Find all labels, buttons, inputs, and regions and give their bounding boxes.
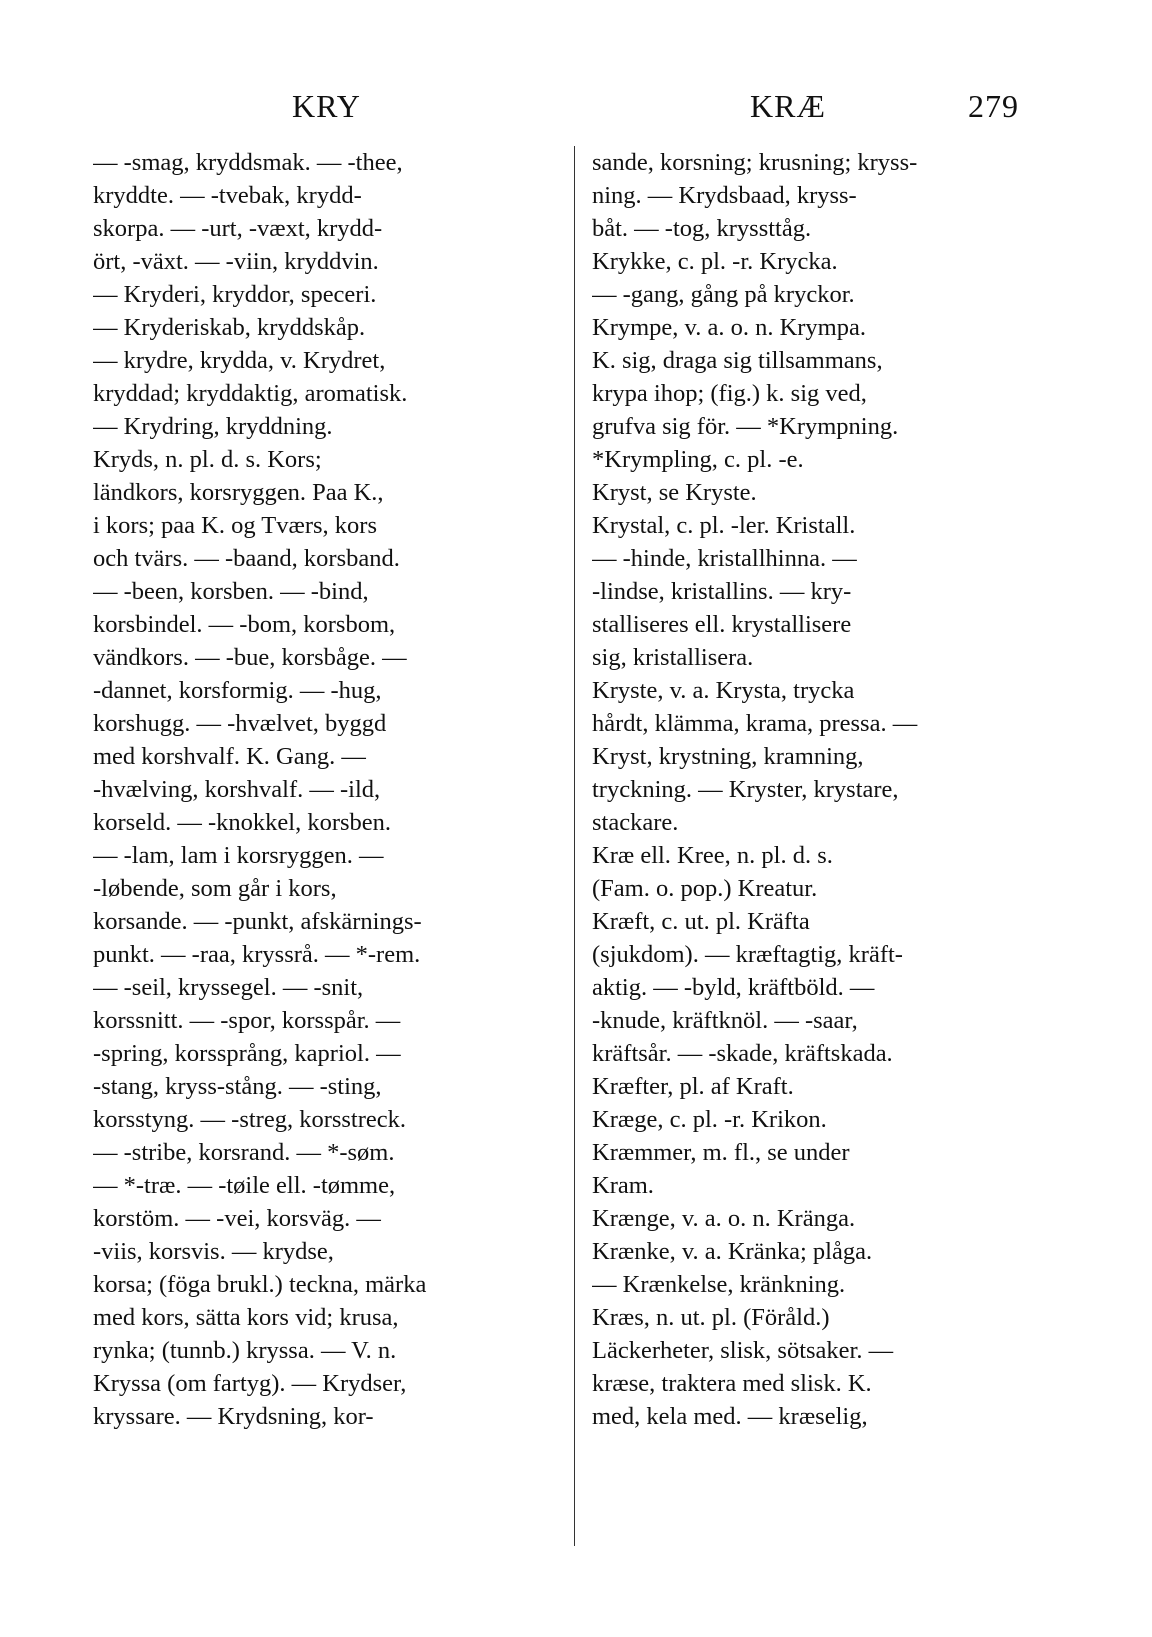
text-line: Krystal, c. pl. -ler. Kristall. <box>592 512 856 539</box>
text-line: korseld. — -knokkel, korsben. <box>93 809 392 836</box>
text-line: -lindse, kristallins. — kry- <box>592 578 852 605</box>
text-line: korsstyng. — -streg, korsstreck. <box>93 1106 407 1133</box>
left-column <box>93 146 563 1433</box>
text-line: (sjukdom). — kræftagtig, kräft- <box>592 941 903 968</box>
text-line: punkt. — -raa, kryssrå. — *-rem. <box>93 941 421 968</box>
text-line: Krympe, v. a. o. n. Krympa. <box>592 314 866 341</box>
text-line: med kors, sätta kors vid; krusa, <box>93 1304 399 1331</box>
text-line: Krænke, v. a. Kränka; plåga. <box>592 1238 873 1265</box>
text-line: — krydre, krydda, v. Krydret, <box>93 347 386 374</box>
header-right-guideword: KRÆ <box>750 88 826 124</box>
text-line: Krænge, v. a. o. n. Kränga. <box>592 1205 856 1232</box>
text-line: hårdt, klämma, krama, pressa. — <box>592 710 918 737</box>
text-line: -stang, kryss-stång. — -sting, <box>93 1073 382 1100</box>
text-line: kräftsår. — -skade, kräftskada. <box>592 1040 893 1067</box>
text-line: korstöm. — -vei, korsväg. — <box>93 1205 381 1232</box>
text-line: -dannet, korsformig. — -hug, <box>93 677 382 704</box>
text-line: — Kryderi, kryddor, speceri. <box>93 281 377 308</box>
text-line: — Krydring, kryddning. <box>93 413 333 440</box>
page-header <box>0 88 1152 138</box>
text-line: Krykke, c. pl. -r. Krycka. <box>592 248 838 275</box>
text-line: kryssare. — Krydsning, kor- <box>93 1403 374 1430</box>
text-line: med, kela med. — kræselig, <box>592 1403 868 1430</box>
text-line: ört, -växt. — -viin, kryddvin. <box>93 248 379 275</box>
text-line: ländkors, korsryggen. Paa K., <box>93 479 384 506</box>
text-line: rynka; (tunnb.) kryssa. — V. n. <box>93 1337 397 1364</box>
text-line: skorpa. — -urt, -væxt, krydd- <box>93 215 383 242</box>
text-line: sig, kristallisera. <box>592 644 754 671</box>
text-line: — -gang, gång på kryckor. <box>592 281 855 308</box>
text-line: korshugg. — -hvælvet, byggd <box>93 710 387 737</box>
text-line: — -hinde, kristallhinna. — <box>592 545 857 572</box>
text-line: — -smag, kryddsmak. — -thee, <box>93 149 403 176</box>
text-line: Kram. <box>592 1172 654 1199</box>
text-line: — -stribe, korsrand. — *-søm. <box>93 1139 395 1166</box>
text-line: Kryssa (om fartyg). — Krydser, <box>93 1370 407 1397</box>
text-line: korsa; (föga brukl.) teckna, märka <box>93 1271 427 1298</box>
text-line: Kræfter, pl. af Kraft. <box>592 1073 794 1100</box>
text-line: med korshvalf. K. Gang. — <box>93 743 366 770</box>
text-line: — Krænkelse, kränkning. <box>592 1271 846 1298</box>
text-line: -viis, korsvis. — krydse, <box>93 1238 334 1265</box>
text-line: kryddad; kryddaktig, aromatisk. <box>93 380 408 407</box>
text-line: *Krympling, c. pl. -e. <box>592 446 804 473</box>
page-number: 279 <box>968 88 1019 124</box>
text-line: ning. — Krydsbaad, kryss- <box>592 182 857 209</box>
text-line: Kræmmer, m. fl., se under <box>592 1139 850 1166</box>
text-line: — Kryderiskab, kryddskåp. <box>93 314 366 341</box>
text-line: vändkors. — -bue, korsbåge. — <box>93 644 407 671</box>
text-line: — -been, korsben. — -bind, <box>93 578 369 605</box>
text-line: tryckning. — Kryster, krystare, <box>592 776 899 803</box>
text-line: och tvärs. — -baand, korsband. <box>93 545 400 572</box>
text-line: — -seil, kryssegel. — -snit, <box>93 974 364 1001</box>
text-line: (Fam. o. pop.) Kreatur. <box>592 875 818 902</box>
text-line: Kræs, n. ut. pl. (Föråld.) <box>592 1304 830 1331</box>
text-line: aktig. — -byld, kräftböld. — <box>592 974 875 1001</box>
text-line: krypa ihop; (fig.) k. sig ved, <box>592 380 867 407</box>
text-line: korssnitt. — -spor, korsspår. — <box>93 1007 401 1034</box>
text-line: grufva sig för. — *Krympning. <box>592 413 899 440</box>
text-line: — -lam, lam i korsryggen. — <box>93 842 384 869</box>
text-line: korsande. — -punkt, afskärnings- <box>93 908 422 935</box>
text-line: -spring, korssprång, kapriol. — <box>93 1040 401 1067</box>
text-line: Läckerheter, slisk, sötsaker. — <box>592 1337 894 1364</box>
text-line: korsbindel. — -bom, korsbom, <box>93 611 396 638</box>
column-divider <box>574 146 575 1546</box>
text-line: Kryst, se Kryste. <box>592 479 757 506</box>
text-line: stackare. <box>592 809 679 836</box>
text-line: stalliseres ell. krystallisere <box>592 611 852 638</box>
text-line: -knude, kräftknöl. — -saar, <box>592 1007 858 1034</box>
text-line: — *-træ. — -tøile ell. -tømme, <box>93 1172 396 1199</box>
text-line: i kors; paa K. og Tværs, kors <box>93 512 377 539</box>
text-line: båt. — -tog, kryssttåg. <box>592 215 812 242</box>
text-line: Kræ ell. Kree, n. pl. d. s. <box>592 842 833 869</box>
text-line: -løbende, som går i kors, <box>93 875 337 902</box>
text-line: kryddte. — -tvebak, krydd- <box>93 182 362 209</box>
text-line: -hvælving, korshvalf. — -ild, <box>93 776 381 803</box>
text-line: Kræft, c. ut. pl. Kräfta <box>592 908 810 935</box>
text-line: K. sig, draga sig tillsammans, <box>592 347 883 374</box>
right-column <box>592 146 1062 1433</box>
text-line: Kræge, c. pl. -r. Krikon. <box>592 1106 827 1133</box>
text-line: Kryds, n. pl. d. s. Kors; <box>93 446 322 473</box>
text-line: kræse, traktera med slisk. K. <box>592 1370 872 1397</box>
text-line: Kryste, v. a. Krysta, trycka <box>592 677 855 704</box>
text-line: sande, korsning; krusning; kryss- <box>592 149 918 176</box>
text-line: Kryst, krystning, kramning, <box>592 743 864 770</box>
header-left-guideword: KRY <box>292 88 361 124</box>
